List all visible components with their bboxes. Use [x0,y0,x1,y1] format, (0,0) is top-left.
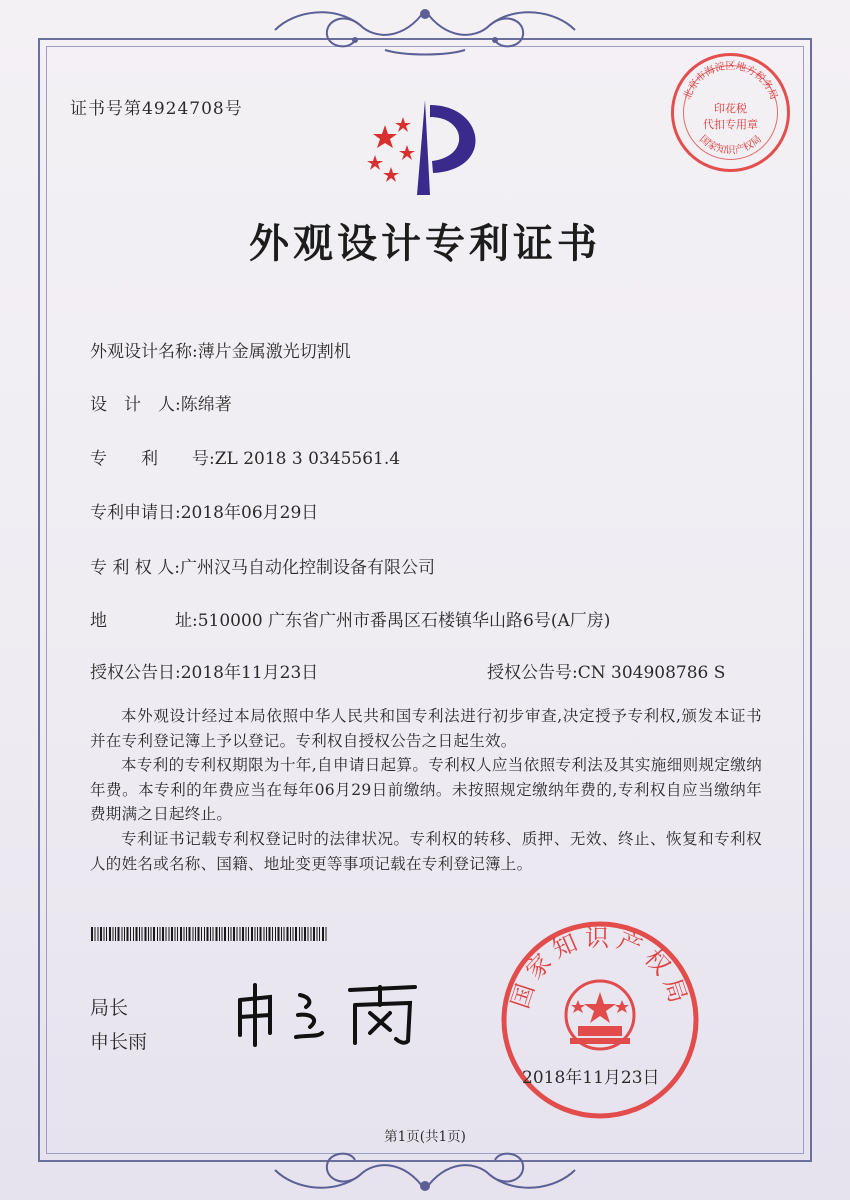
body-paragraph: 本外观设计经过本局依照中华人民共和国专利法进行初步审查,决定授予专利权,颁发本证书并在专利登记簿上予以登记。专利权自授权公告之日起生效。 [90,707,762,750]
barcode-bar [175,927,176,941]
barcode [91,927,329,941]
field-label: 专利申请日: [90,503,181,523]
barcode-bar [302,927,303,941]
field-label: 授权公告号: [487,663,578,683]
barcode-bar [319,927,320,941]
barcode-bar [184,927,185,941]
barcode-bar [124,927,125,941]
field-announcement-date [90,658,318,683]
barcode-bar [201,927,202,941]
certificate-number: 证书号第4924708号 [70,99,243,119]
barcode-bar [260,927,262,941]
barcode-bar [237,927,238,941]
barcode-bar [255,927,256,941]
director-name: 申长雨 [90,1031,148,1053]
field-value: 510000 广东省广州市番禺区石楼镇华山路6号(A厂房) [197,611,611,631]
field-value: CN 304908786 S [577,663,726,683]
field-value: 陈绵著 [180,395,232,415]
barcode-bar [162,927,164,941]
barcode-bar [204,927,205,941]
field-patentee [90,553,435,578]
barcode-bar [169,927,170,941]
field-address [90,606,610,631]
barcode-bar [100,927,102,941]
tax-stamp-center-line: 代扣专用章 [703,118,758,131]
barcode-bar [145,927,147,941]
barcode-bar [213,927,214,941]
barcode-bar [233,927,235,941]
field-label: 授权公告日: [90,663,181,683]
barcode-bar [109,927,111,941]
barcode-bar [284,927,285,941]
barcode-bar [195,927,196,941]
barcode-bar [127,927,129,941]
barcode-bar [130,927,131,941]
barcode-bar [278,927,280,941]
field-label: 外观设计名称: [90,342,198,362]
barcode-bar [207,927,209,941]
barcode-bar [290,927,291,941]
barcode-bar [198,927,200,941]
barcode-bar [153,927,155,941]
field-value: 2018年06月29日 [180,503,319,523]
barcode-bar [106,927,107,941]
field-designer [90,390,232,415]
director-signature [230,975,430,1050]
barcode-bar [151,927,152,941]
barcode-bar [326,927,327,941]
barcode-bar [177,927,178,941]
barcode-bar [171,927,173,941]
page-footer: 第1页(共1页) [384,1129,466,1145]
barcode-bar [122,927,123,941]
barcode-bar [242,927,244,941]
barcode-bar [216,927,218,941]
tax-stamp-icon [668,50,793,175]
field-value: 2018年11月23日 [180,663,319,683]
barcode-bar [224,927,226,941]
barcode-bar [193,927,194,941]
barcode-bar [133,927,134,941]
field-filing-date [90,498,318,523]
barcode-bar [95,927,96,941]
tax-stamp-bottom-text: 国家知识产权局 [697,133,764,157]
tax-stamp-ring-text: 北京市海淀区地方税务局 [682,60,779,102]
field-patent-number [90,444,400,469]
barcode-bar [269,927,271,941]
barcode-bar [287,927,289,941]
barcode-bar [257,927,258,941]
field-label: 专 利 权 人: [90,558,180,578]
barcode-bar [272,927,273,941]
barcode-bar [210,927,211,941]
barcode-bar [317,927,318,941]
page-title: 外观设计专利证书 [249,221,601,267]
barcode-bar [275,927,276,941]
barcode-bar [157,927,158,941]
barcode-bar [313,927,315,941]
barcode-bar [304,927,306,941]
barcode-bar [308,927,309,941]
body-paragraph: 本专利的专利权期限为十年,自申请日起算。专利权人应当依照专利法及其实施细则规定缴纳年费。本专利的年费应当在每年06月29日前缴纳。未按照规定缴纳年费的,专利权自应当缴纳年费期满之日起终止。 [90,756,762,823]
barcode-bar [166,927,167,941]
barcode-bar [91,927,93,941]
top-ornament [265,0,585,60]
barcode-bar [180,927,182,941]
barcode-bar [251,927,253,941]
cnipa-logo-icon [355,95,495,205]
barcode-bar [139,927,140,941]
barcode-bar [264,927,265,941]
barcode-bar [148,927,149,941]
barcode-bar [281,927,282,941]
barcode-bar [240,927,241,941]
barcode-bar [293,927,294,941]
barcode-bar [266,927,267,941]
field-design-name [90,337,351,362]
barcode-bar [104,927,105,941]
barcode-bar [98,927,99,941]
barcode-bar [142,927,143,941]
barcode-bar [115,927,116,941]
barcode-bar [295,927,297,941]
director-title: 局长 [90,997,129,1019]
barcode-bar [222,927,223,941]
barcode-bar [299,927,300,941]
field-label: 地 址: [90,611,198,631]
barcode-bar [248,927,249,941]
field-label: 专 利 号: [90,449,215,469]
barcode-bar [186,927,187,941]
barcode-bar [311,927,312,941]
barcode-bar [160,927,161,941]
barcode-bar [189,927,191,941]
field-value: 薄片金属激光切割机 [197,342,351,362]
barcode-bar [118,927,120,941]
field-announcement-number [487,658,725,683]
field-value: 广州汉马自动化控制设备有限公司 [179,558,435,578]
barcode-bar [246,927,247,941]
barcode-bar [113,927,114,941]
field-label: 设 计 人: [90,395,181,415]
barcode-bar [231,927,232,941]
barcode-bar [228,927,229,941]
seal-date: 2018年11月23日 [522,1068,660,1088]
tax-stamp-center-line: 印花税 [714,102,747,115]
barcode-bar [322,927,324,941]
seal-text: 国家知识产权局 [506,924,694,1012]
barcode-bar [219,927,220,941]
bottom-ornament [265,1140,585,1200]
official-seal-icon [500,920,700,1120]
field-value: ZL 2018 3 0345561.4 [214,449,401,469]
barcode-bar [136,927,138,941]
body-paragraph: 专利证书记载专利权登记时的法律状况。专利权的转移、质押、无效、终止、恢复和专利权人的姓名或名称、国籍、地址变更等事项记载在专利登记簿上。 [90,830,762,873]
